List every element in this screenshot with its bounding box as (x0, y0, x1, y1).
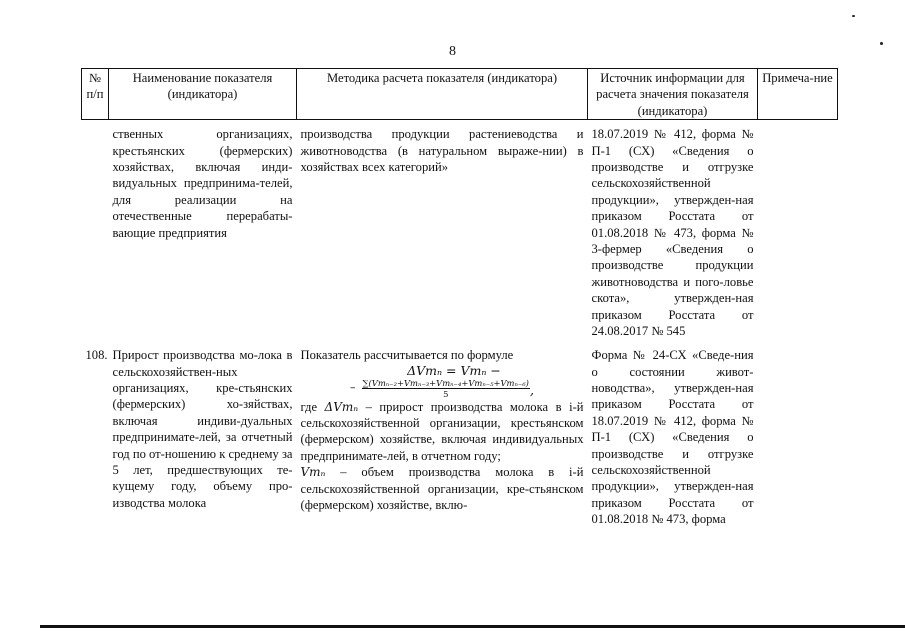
indicator-table (81, 68, 838, 528)
row-source: 18.07.2019 № 412, форма № П-1 (СХ) «Сведения о производстве и отгрузке сельскохозяйственной продукции», утвержден-ная приказом Росстата от 01.08.2018 № 473, форма № 3-фермер «Сведения о производстве продукции животноводства и пого-ловье скота», утвержден-ная приказом Росстата от 24.08.2017 № 545 (591, 127, 754, 339)
row-num (82, 120, 109, 346)
header-method: Методика расчета показателя (индикатора) (297, 69, 588, 120)
row-indicator-name: Прирост производства мо-лока в сельскохозяйствен-ных организациях, кре-стьянских (фермерских) хо-зяйствах, включая индиви-дуальных предпринимате-лей, за отчетный год по от-ношению к среднему за 5 лет, предшествующих те-кущему году, объему про-изводства молока (112, 348, 293, 510)
header-indicator-name: Наименование показателя (индикатора) (109, 69, 297, 120)
symbol-delta-vm: ΔVmₙ (324, 399, 359, 414)
formula-explanation-delta: где ΔVmₙ – прирост производства молока в i-й сельскохозяйственной организации, крестьянском (фермерском) хозяйстве, включая индивидуальных предпринимате-лей, в отчетном году; (300, 399, 584, 463)
table-row (82, 345, 838, 527)
formula: ΔVmₙ = Vmₙ − – $\frac{\text{∑(Vmₙ₋₂+Vmₙ₋₃+Vmₙ₋₄+Vmₙ₋₅+Vmₙ₋₆)}}{5}$ , (301, 364, 584, 399)
formula-numerator: ∑(Vmₙ₋₂+Vmₙ₋₃+Vmₙ₋₄+Vmₙ₋₅+Vmₙ₋₆) (362, 377, 529, 388)
table-row (82, 120, 838, 346)
row-num: 108. (85, 348, 108, 363)
method-intro: Показатель рассчитывается по формуле (300, 348, 514, 363)
formula-explanation-vm: Vmₙ – объем производства молока в i-й сельскохозяйственной организации, кре-стьянском (фермерском) хозяйстве, вклю- (300, 465, 584, 513)
header-source: Источник информации для расчета значения показателя (индикатора) (588, 69, 758, 120)
header-num: № п/п (82, 69, 109, 120)
row-method (297, 345, 588, 527)
formula-denominator: 5 (443, 388, 449, 399)
scan-speck (852, 15, 855, 17)
row-indicator-name: ственных организациях, крестьянских (фермерских) хозяйствах, включая инди-видуальных предпринима-телей, для реализации на отечественные перерабаты-вающие предприятия (112, 127, 293, 240)
symbol-vm: Vmₙ (300, 465, 326, 480)
header-note: Примеча-ние (758, 69, 838, 120)
row-note (758, 120, 838, 346)
page-number: 8 (449, 44, 456, 59)
row-note (758, 345, 838, 527)
table-header-row (82, 69, 838, 120)
formula-comma: , (529, 382, 534, 398)
row-method: производства продукции растениеводства и животноводства (в натуральном выраже-нии) в хозяйствах всех категорий» (300, 127, 584, 175)
row-source: Форма № 24-СХ «Сведе-ния о состоянии живот-новодства», утвержден-ная приказом Росстата от 18.07.2019 № 412, форма № П-1 (СХ) «Сведения о производстве и отгрузке сельскохозяйственной продукции», утвержден-ная приказом Росстата от 01.08.2018 № 473, форма (591, 348, 754, 527)
formula-line: ΔVmₙ = Vmₙ − (407, 362, 501, 378)
bottom-rule (40, 625, 905, 628)
formula-fraction (362, 378, 530, 399)
